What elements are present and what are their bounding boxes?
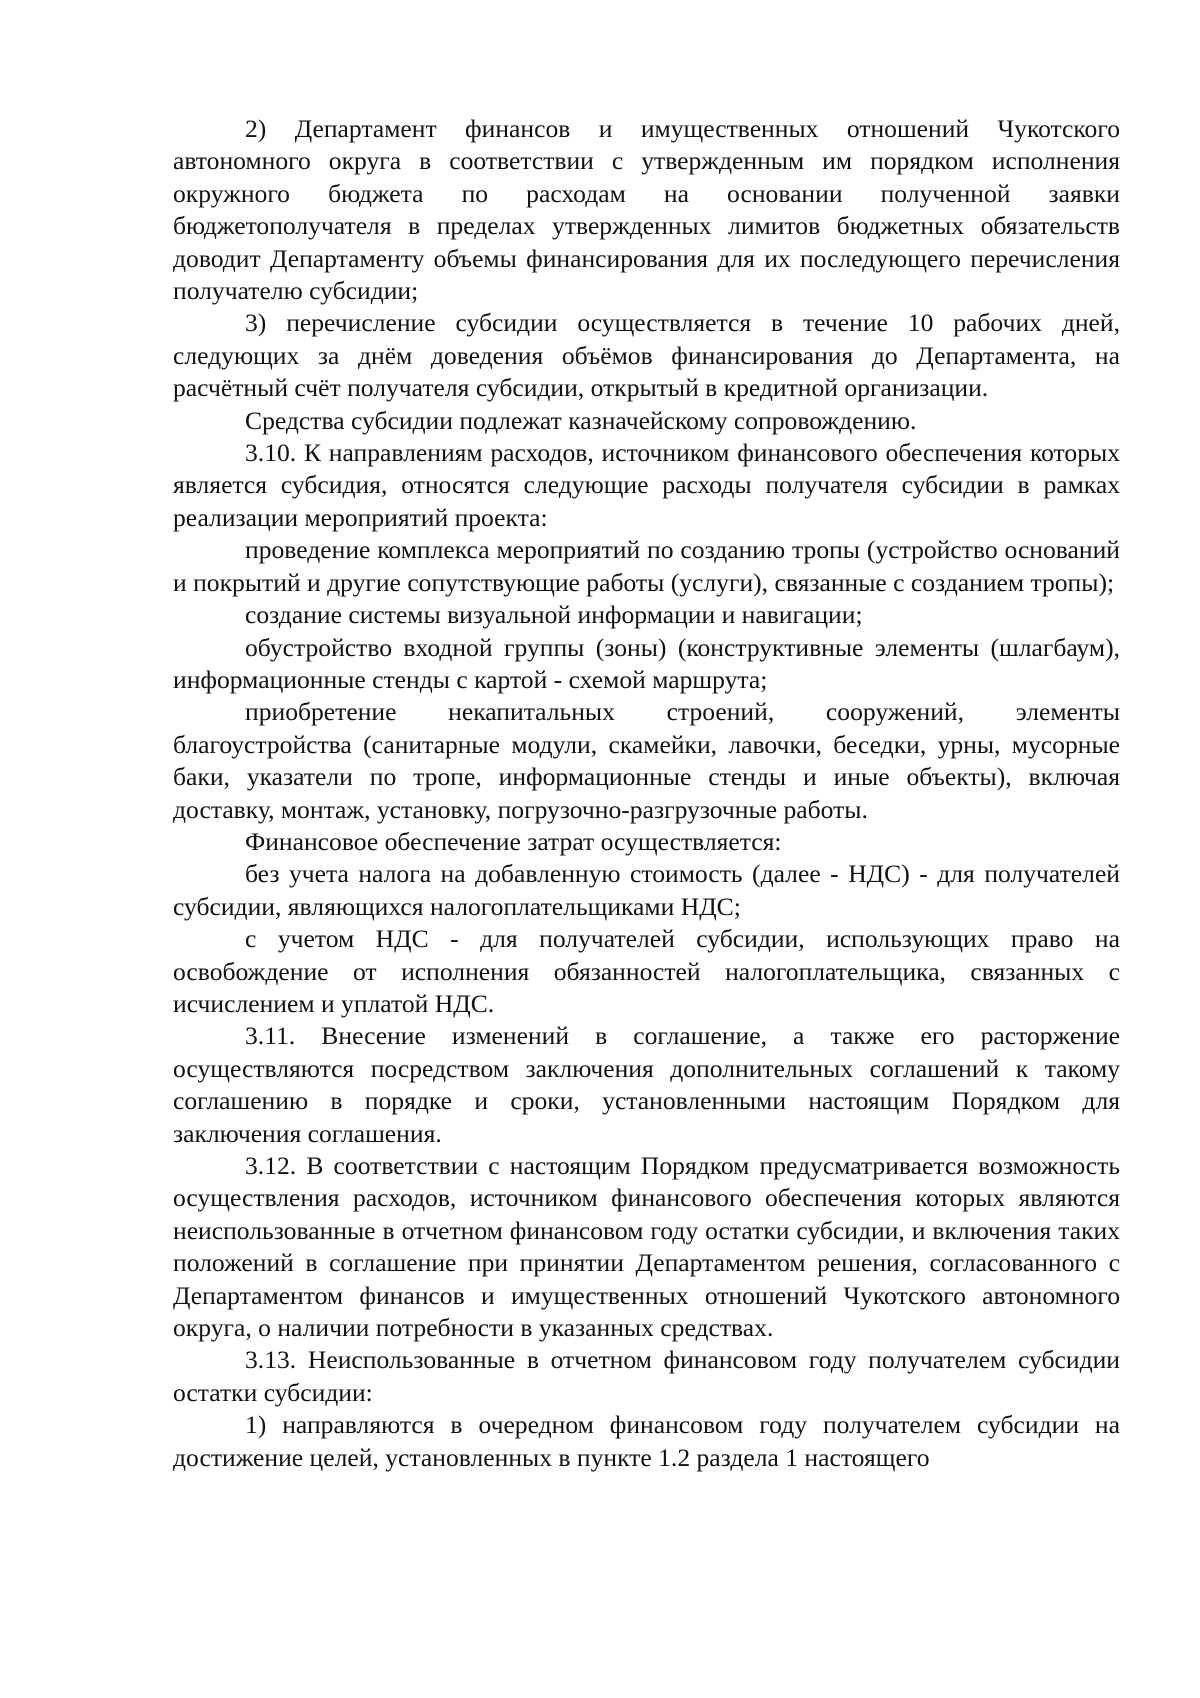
- paragraph-expense-structures: приобретение некапитальных строений, сооружений, элементы благоустройства (санитарные модули, скамейки, лавочки, беседки, урны, мусорные баки, указатели по тропе, информационные стенды и иные объекты), включая доставку, монтаж, установку, погрузочно-разгрузочные работы.: [173, 697, 1120, 824]
- paragraph-item-2-finance-department: 2) Департамент финансов и имущественных отношений Чукотского автономного округа в соответствии с утвержденным им порядком исполнения окружного бюджета по расходам на основании полученной заявки бюджетополучателя в пределах утвержденных лимитов бюджетных обязательств доводит Департаменту объемы финансирования для их последующего перечисления получателю субсидии;: [173, 114, 1120, 306]
- paragraph-3-10: 3.10. К направлениям расходов, источником финансового обеспечения которых является субсидия, относятся следующие расходы получателя субсидии в рамках реализации мероприятий проекта:: [173, 438, 1120, 532]
- paragraph-3-11: 3.11. Внесение изменений в соглашение, а также его расторжение осуществляются посредством заключения дополнительных соглашений к такому соглашению в порядке и сроки, установленными настоящим Порядком для заключения соглашения.: [173, 1021, 1120, 1148]
- paragraph-expense-trail-creation: проведение комплекса мероприятий по созданию тропы (устройство оснований и покрытий и другие сопутствующие работы (услуги), связанные с созданием тропы);: [173, 535, 1120, 597]
- paragraph-treasury-support: Средства субсидии подлежат казначейскому сопровождению.: [245, 405, 917, 435]
- paragraph-3-13: 3.13. Неиспользованные в отчетном финансовом году получателем субсидии остатки субсидии:: [173, 1345, 1120, 1407]
- document-body: [173, 113, 1120, 1474]
- paragraph-item-3-transfer: 3) перечисление субсидии осуществляется в течение 10 рабочих дней, следующих за днём доведения объёмов финансирования до Департамента, на расчётный счёт получателя субсидии, открытый в кредитной организации.: [173, 308, 1120, 403]
- paragraph-expense-navigation: создание системы визуальной информации и навигации;: [245, 600, 863, 630]
- paragraph-financing-intro: Финансовое обеспечение затрат осуществляется:: [245, 826, 782, 856]
- paragraph-item-1-directed: 1) направляются в очередном финансовом году получателем субсидии на достижение целей, установленных в пункте 1.2 раздела 1 настоящего: [173, 1410, 1120, 1472]
- paragraph-expense-entrance-group: обустройство входной группы (зоны) (конструктивные элементы (шлагбаум), информационные стенды с картой - схемой маршрута;: [173, 632, 1120, 694]
- paragraph-with-vat: с учетом НДС - для получателей субсидии, использующих право на освобождение от исполнения обязанностей налогоплательщика, связанных с исчислением и уплатой НДС.: [173, 924, 1120, 1018]
- paragraph-3-12: 3.12. В соответствии с настоящим Порядком предусматривается возможность осуществления расходов, источником финансового обеспечения которых являются неиспользованные в отчетном финансовом году остатки субсидии, и включения таких положений в соглашение при принятии Департаментом решения, согласованного с Департаментом финансов и имущественных отношений Чукотского автономного округа, о наличии потребности в указанных средствах.: [173, 1151, 1120, 1343]
- paragraph-without-vat: без учета налога на добавленную стоимость (далее - НДС) - для получателей субсидии, являющихся налогоплательщиками НДС;: [173, 859, 1120, 921]
